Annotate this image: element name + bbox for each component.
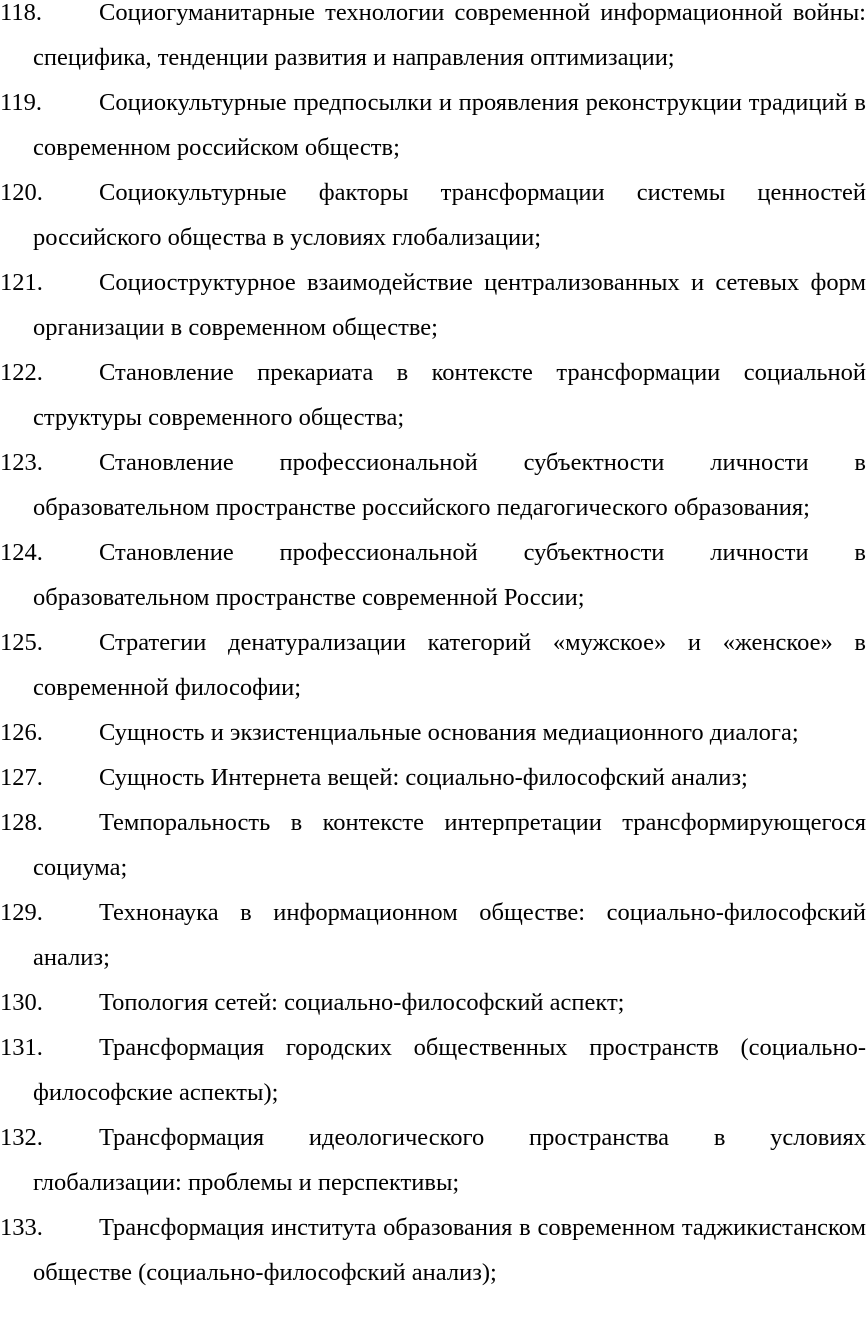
list-item [0, 170, 866, 260]
item-number: 126. [0, 719, 43, 746]
list-item [0, 710, 866, 755]
item-text: Социокультурные факторы трансформации системы ценностей российского общества в условиях глобализации; [33, 179, 866, 251]
item-number: 128. [0, 809, 43, 836]
item-number: 124. [0, 539, 43, 566]
item-text: Темпоральность в контексте интерпретации трансформирующегося социума; [33, 809, 866, 881]
item-text: Трансформация идеологического пространства в условиях глобализации: проблемы и перспективы; [33, 1124, 866, 1196]
item-text: Социокультурные предпосылки и проявления реконструкции традиций в современном российском обществ; [33, 89, 866, 161]
list-item [0, 890, 866, 980]
list-item [0, 620, 866, 710]
list-item [0, 1205, 866, 1295]
item-number: 121. [0, 269, 43, 296]
list-item [0, 260, 866, 350]
item-number: 129. [0, 899, 43, 926]
list-item [0, 440, 866, 530]
item-number: 118. [0, 0, 42, 26]
list-item [0, 1115, 866, 1205]
item-text: Становление профессиональной субъектности личности в образовательном пространстве российского педагогического образования; [33, 449, 866, 521]
list-item [0, 80, 866, 170]
list-item [0, 980, 866, 1025]
list-item [0, 1025, 866, 1115]
list-item [0, 800, 866, 890]
item-text: Трансформация института образования в современном таджикистанском обществе (социально-философский анализ); [33, 1214, 866, 1286]
item-number: 119. [0, 89, 42, 116]
list-item [0, 0, 866, 80]
item-number: 120. [0, 179, 43, 206]
item-text: Сущность Интернета вещей: социально-философский анализ; [99, 764, 748, 791]
item-number: 123. [0, 449, 43, 476]
item-number: 122. [0, 359, 43, 386]
list-item [0, 350, 866, 440]
item-number: 125. [0, 629, 43, 656]
item-text: Стратегии денатурализации категорий «мужское» и «женское» в современной философии; [33, 629, 866, 701]
item-text: Сущность и экзистенциальные основания медиационного диалога; [99, 719, 799, 746]
item-text: Социогуманитарные технологии современной информационной войны: специфика, тенденции развития и направления оптимизации; [33, 0, 866, 71]
item-number: 127. [0, 764, 43, 791]
item-text: Топология сетей: социально-философский аспект; [99, 989, 625, 1016]
item-text: Трансформация городских общественных пространств (социально-философские аспекты); [33, 1034, 866, 1106]
list-item [0, 530, 866, 620]
item-number: 130. [0, 989, 43, 1016]
list-item [0, 755, 866, 800]
item-text: Становление прекариата в контексте трансформации социальной структуры современного общества; [33, 359, 866, 431]
item-number: 133. [0, 1214, 43, 1241]
item-text: Становление профессиональной субъектности личности в образовательном пространстве современной России; [33, 539, 866, 611]
item-number: 131. [0, 1034, 43, 1061]
item-text: Социоструктурное взаимодействие централизованных и сетевых форм организации в современном обществе; [33, 269, 866, 341]
item-number: 132. [0, 1124, 43, 1151]
item-text: Технонаука в информационном обществе: социально-философский анализ; [33, 899, 866, 971]
